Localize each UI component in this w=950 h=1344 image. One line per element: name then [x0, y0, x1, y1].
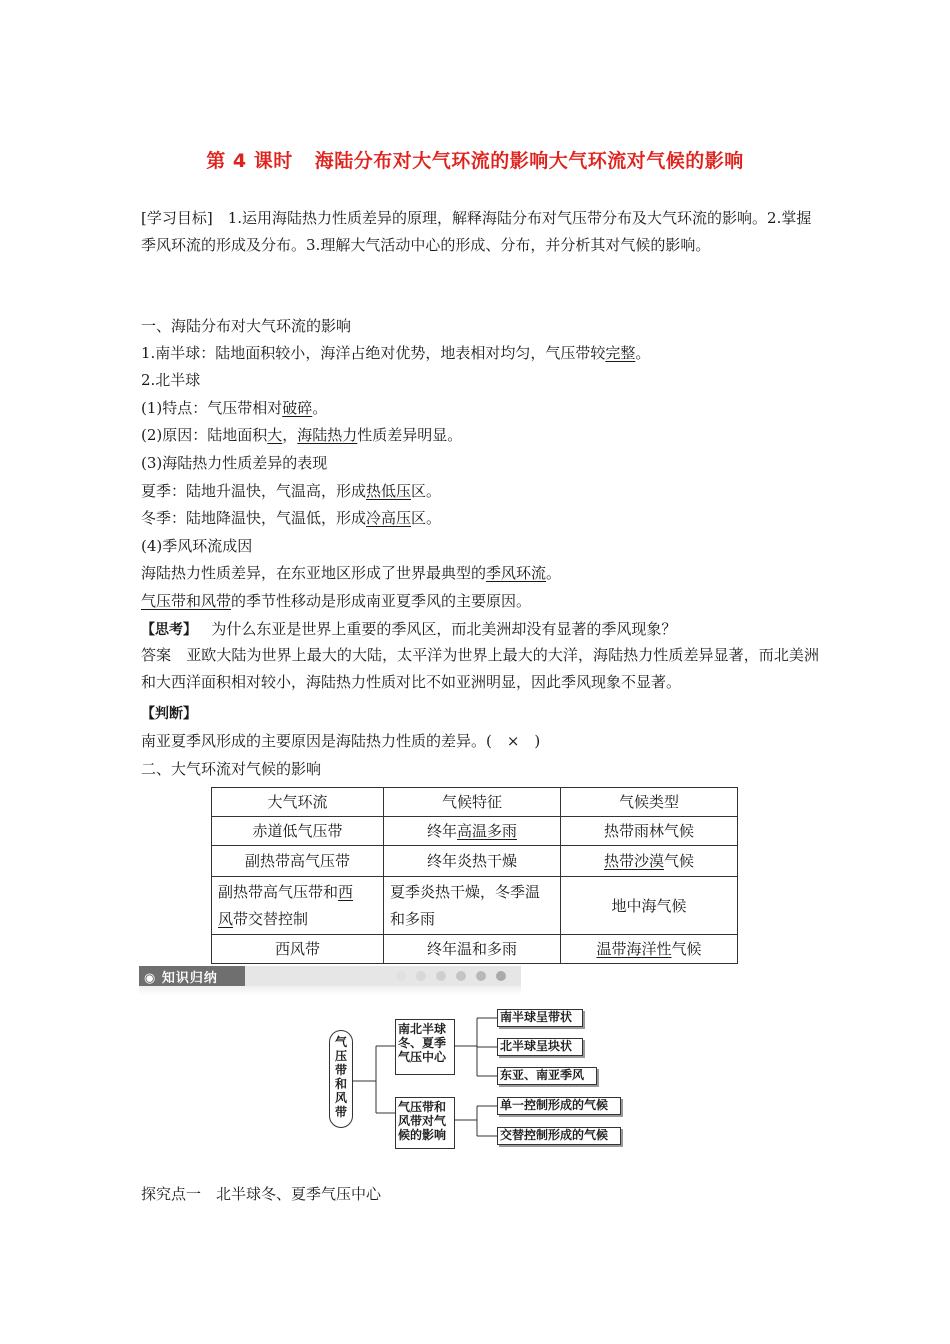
judge-statement: 南亚夏季风形成的主要原因是海陆热力性质的差异。( × )	[141, 732, 541, 750]
diagram-root: 气压带和风带	[329, 1030, 353, 1128]
table-header: 气候特征	[384, 788, 561, 817]
text: 区。	[411, 509, 442, 527]
fill-blank: 破碎	[282, 399, 313, 417]
lesson-topic: 海陆分布对大气环流的影响大气环流对气候的影响	[314, 150, 744, 172]
text: 。	[312, 399, 328, 417]
lesson-number: 第 4 课时	[206, 150, 293, 172]
table-header: 气候类型	[561, 788, 738, 817]
text: 。	[635, 344, 651, 362]
manifest-line: (3)海陆热力性质差异的表现	[141, 454, 328, 472]
text: 气候	[664, 852, 695, 870]
diagram-leaf-south: 南半球呈带状	[497, 1009, 583, 1027]
text: 。	[546, 564, 562, 582]
fill-blank: 高温多雨	[457, 822, 518, 840]
table-cell: 终年温和多雨	[384, 935, 561, 964]
text: ，	[282, 426, 298, 444]
text: 1.南半球：陆地面积较小，海洋占绝对优势，地表相对均匀，气压带较	[141, 344, 606, 362]
text: 海陆热力性质差异，在东亚地区形成了世界最典型的	[141, 564, 487, 582]
text: 【判断】	[141, 706, 197, 722]
text: 的季节性移动是形成南亚夏季风的主要原因。	[231, 592, 532, 610]
fill-blank: 冷高压	[366, 509, 412, 527]
diagram-leaf-alternating-control: 交替控制形成的气候	[497, 1127, 621, 1145]
fill-blank: 海陆热力	[297, 426, 358, 444]
text: 副热带高气压带和	[218, 882, 339, 901]
text: 气候	[671, 940, 702, 958]
table-cell: 地中海气候	[561, 877, 738, 935]
table-header: 大气环流	[212, 788, 384, 817]
fill-blank: 风	[218, 909, 234, 928]
section1-heading: 一、海陆分布对大气环流的影响	[141, 317, 352, 335]
table-cell: 副热带高气压带	[212, 846, 384, 877]
text: 冬季：陆地降温快，气温低，形成	[141, 509, 367, 527]
table-cell: 夏季炎热干燥，冬季温和多雨	[384, 877, 561, 935]
fill-blank: 热低压	[366, 482, 412, 500]
think-label: 【思考】	[141, 622, 197, 638]
learning-objectives: [学习目标] 1.运用海陆热力性质差异的原理，解释海陆分布对气压带分布及大气环流的影响。2.掌握季风环流的形成及分布。3.理解大气活动中心的形成、分布，并分析其对气候的影响。	[141, 209, 812, 254]
text: (1)特点：气压带相对	[141, 399, 283, 417]
explore-point-heading: 探究点一 北半球冬、夏季气压中心	[141, 1185, 382, 1203]
fill-blank: 热带沙漠	[603, 852, 664, 870]
diagram-leaf-monsoon: 东亚、南亚季风	[497, 1067, 597, 1085]
diagram-node-climate-effect: 气压带和风带对气候的影响	[395, 1097, 455, 1149]
text: 为什么东亚是世界上重要的季风区，而北美洲却没有显著的季风现象？	[211, 620, 677, 638]
table-cell: 终年炎热干燥	[384, 846, 561, 877]
fill-blank: 气压带和风带	[141, 592, 232, 610]
diagram-leaf-north: 北半球呈块状	[497, 1038, 583, 1056]
text: 带交替控制	[233, 909, 309, 928]
fill-blank: 大	[267, 426, 283, 444]
diagram-leaf-single-control: 单一控制形成的气候	[497, 1097, 621, 1115]
answer-text: 答案 亚欧大陆为世界上最大的大陆，太平洋为世界上最大的大洋，海陆热力性质差异显著，而北美洲和大西洋面积相对较小，海陆热力性质对比不如亚洲明显，因此季风现象不显著。	[141, 646, 819, 691]
fill-blank: 西	[338, 882, 354, 901]
text: 终年	[426, 822, 457, 840]
north-hemisphere-line: 2.北半球	[141, 371, 201, 389]
text: 性质差异明显。	[357, 426, 463, 444]
text: 夏季：陆地升温快，气温高，形成	[141, 482, 367, 500]
text: 区。	[411, 482, 442, 500]
table-cell: 赤道低气压带	[212, 817, 384, 846]
text: (2)原因：陆地面积	[141, 426, 268, 444]
fill-blank: 季风环流	[486, 564, 547, 582]
table-cell: 热带雨林气候	[561, 817, 738, 846]
diagram-node-pressure-centers: 南北半球冬、夏季气压中心	[395, 1019, 455, 1075]
monsoon-cause-line: (4)季风环流成因	[141, 537, 253, 555]
fill-blank: 完整	[605, 344, 636, 362]
banner-label: ◉ 知识归纳	[144, 971, 218, 986]
fill-blank: 温带海洋性	[596, 940, 672, 958]
table-cell: 西风带	[212, 935, 384, 964]
section2-heading: 二、大气环流对气候的影响	[141, 760, 322, 778]
